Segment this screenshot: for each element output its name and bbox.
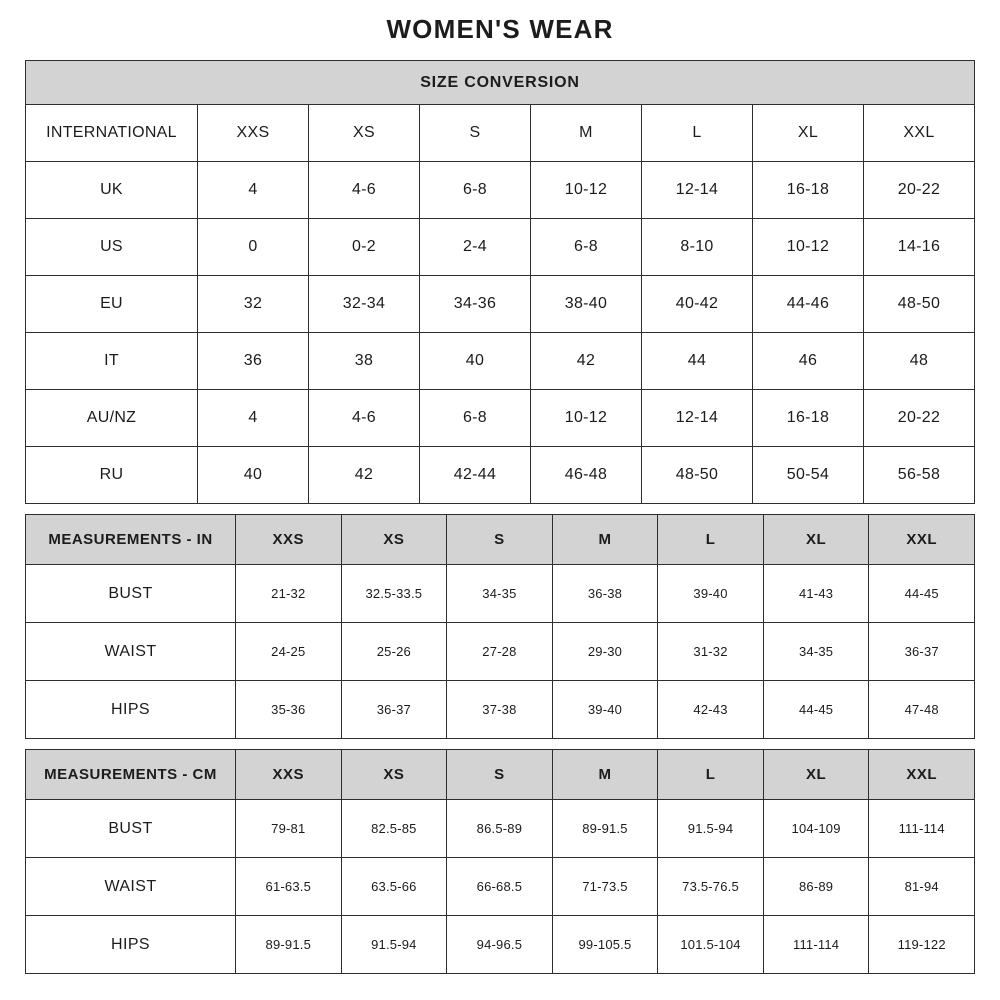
cell: 34-35 <box>447 565 553 623</box>
cell: 42-43 <box>658 681 764 739</box>
size-header-cell: S <box>447 750 553 800</box>
cell: XS <box>309 105 420 162</box>
cell: 37-38 <box>447 681 553 739</box>
cell: 8-10 <box>642 219 753 276</box>
size-header-cell: XS <box>341 515 447 565</box>
row-label: UK <box>26 162 198 219</box>
size-header-cell: XS <box>341 750 447 800</box>
size-conversion-table <box>25 60 975 504</box>
cell: 36 <box>198 333 309 390</box>
size-header-cell: XXS <box>236 515 342 565</box>
cell: 111-114 <box>869 800 975 858</box>
measurements-in-title: MEASUREMENTS - IN <box>26 515 236 565</box>
table-row <box>26 623 975 681</box>
cell: 41-43 <box>763 565 869 623</box>
measurements-in-table <box>25 514 975 739</box>
cell: 25-26 <box>341 623 447 681</box>
cell: 34-36 <box>420 276 531 333</box>
page-title: WOMEN'S WEAR <box>386 14 614 44</box>
cell: 44-46 <box>753 276 864 333</box>
cell: 104-109 <box>763 800 869 858</box>
cell: 63.5-66 <box>341 858 447 916</box>
cell: 48-50 <box>864 276 975 333</box>
cell: 36-38 <box>552 565 658 623</box>
cell: 101.5-104 <box>658 916 764 974</box>
cell: 20-22 <box>864 390 975 447</box>
size-header-cell: M <box>552 515 658 565</box>
cell: 4-6 <box>309 162 420 219</box>
row-label: IT <box>26 333 198 390</box>
cell: 32-34 <box>309 276 420 333</box>
cell: S <box>420 105 531 162</box>
cell: 73.5-76.5 <box>658 858 764 916</box>
cell: 38-40 <box>531 276 642 333</box>
cell: 35-36 <box>236 681 342 739</box>
cell: 48 <box>864 333 975 390</box>
cell: 40 <box>420 333 531 390</box>
measurements-cm-table <box>25 749 975 974</box>
cell: 91.5-94 <box>658 800 764 858</box>
cell: 89-91.5 <box>236 916 342 974</box>
cell: 14-16 <box>864 219 975 276</box>
cell: 46 <box>753 333 864 390</box>
cell: 44 <box>642 333 753 390</box>
size-header-cell: XXS <box>236 750 342 800</box>
cell: 12-14 <box>642 390 753 447</box>
cell: 24-25 <box>236 623 342 681</box>
row-label: BUST <box>26 565 236 623</box>
cell: 82.5-85 <box>341 800 447 858</box>
table-row <box>26 565 975 623</box>
cell: 20-22 <box>864 162 975 219</box>
table-row <box>26 800 975 858</box>
size-header-cell: XXL <box>869 515 975 565</box>
cell: 71-73.5 <box>552 858 658 916</box>
cell: 44-45 <box>869 565 975 623</box>
cell: 86.5-89 <box>447 800 553 858</box>
cell: 10-12 <box>531 390 642 447</box>
cell: 91.5-94 <box>341 916 447 974</box>
table-row <box>26 916 975 974</box>
cell: 38 <box>309 333 420 390</box>
cell: XXL <box>864 105 975 162</box>
cell: 12-14 <box>642 162 753 219</box>
size-header-cell: XL <box>763 750 869 800</box>
cell: XL <box>753 105 864 162</box>
table-row <box>26 276 975 333</box>
size-header-cell: L <box>658 750 764 800</box>
cell: 48-50 <box>642 447 753 504</box>
cell: 61-63.5 <box>236 858 342 916</box>
table-row <box>26 447 975 504</box>
cell: 36-37 <box>341 681 447 739</box>
size-header-cell: XL <box>763 515 869 565</box>
row-label: US <box>26 219 198 276</box>
row-label: INTERNATIONAL <box>26 105 198 162</box>
cell: 32 <box>198 276 309 333</box>
cell: 119-122 <box>869 916 975 974</box>
table-row <box>26 219 975 276</box>
cell: M <box>531 105 642 162</box>
cell: 21-32 <box>236 565 342 623</box>
cell: 47-48 <box>869 681 975 739</box>
cell: 39-40 <box>658 565 764 623</box>
row-label: BUST <box>26 800 236 858</box>
cell: 42 <box>531 333 642 390</box>
cell: 6-8 <box>531 219 642 276</box>
cell: 56-58 <box>864 447 975 504</box>
cell: 40 <box>198 447 309 504</box>
cell: 16-18 <box>753 162 864 219</box>
table-row <box>26 390 975 447</box>
table-row <box>26 162 975 219</box>
size-header-cell: M <box>552 750 658 800</box>
row-label: WAIST <box>26 623 236 681</box>
cell: 32.5-33.5 <box>341 565 447 623</box>
cell: 81-94 <box>869 858 975 916</box>
cell: 31-32 <box>658 623 764 681</box>
cell: 4 <box>198 390 309 447</box>
measurements-cm-title: MEASUREMENTS - CM <box>26 750 236 800</box>
cell: 89-91.5 <box>552 800 658 858</box>
row-label: EU <box>26 276 198 333</box>
cell: 111-114 <box>763 916 869 974</box>
table-row <box>26 858 975 916</box>
cell: 10-12 <box>531 162 642 219</box>
size-header-cell: L <box>658 515 764 565</box>
cell: 46-48 <box>531 447 642 504</box>
cell: 4-6 <box>309 390 420 447</box>
cell: 10-12 <box>753 219 864 276</box>
cell: 44-45 <box>763 681 869 739</box>
table-row <box>26 681 975 739</box>
cell: 27-28 <box>447 623 553 681</box>
table-row <box>26 333 975 390</box>
table-row <box>26 750 975 800</box>
size-header-cell: S <box>447 515 553 565</box>
table-row <box>26 515 975 565</box>
cell: 29-30 <box>552 623 658 681</box>
row-label: AU/NZ <box>26 390 198 447</box>
cell: 34-35 <box>763 623 869 681</box>
cell: 86-89 <box>763 858 869 916</box>
row-label: RU <box>26 447 198 504</box>
cell: 0 <box>198 219 309 276</box>
size-conversion-title: SIZE CONVERSION <box>26 61 975 105</box>
cell: 50-54 <box>753 447 864 504</box>
cell: 36-37 <box>869 623 975 681</box>
cell: 2-4 <box>420 219 531 276</box>
cell: 0-2 <box>309 219 420 276</box>
row-label: HIPS <box>26 916 236 974</box>
size-header-cell: XXL <box>869 750 975 800</box>
cell: 79-81 <box>236 800 342 858</box>
row-label: HIPS <box>26 681 236 739</box>
cell: 94-96.5 <box>447 916 553 974</box>
cell: 6-8 <box>420 390 531 447</box>
cell: 66-68.5 <box>447 858 553 916</box>
cell: 42 <box>309 447 420 504</box>
cell: 42-44 <box>420 447 531 504</box>
row-label: WAIST <box>26 858 236 916</box>
cell: XXS <box>198 105 309 162</box>
cell: 40-42 <box>642 276 753 333</box>
cell: 16-18 <box>753 390 864 447</box>
table-row <box>26 105 975 162</box>
cell: 39-40 <box>552 681 658 739</box>
cell: 99-105.5 <box>552 916 658 974</box>
table-row <box>26 61 975 105</box>
cell: 4 <box>198 162 309 219</box>
cell: L <box>642 105 753 162</box>
cell: 6-8 <box>420 162 531 219</box>
